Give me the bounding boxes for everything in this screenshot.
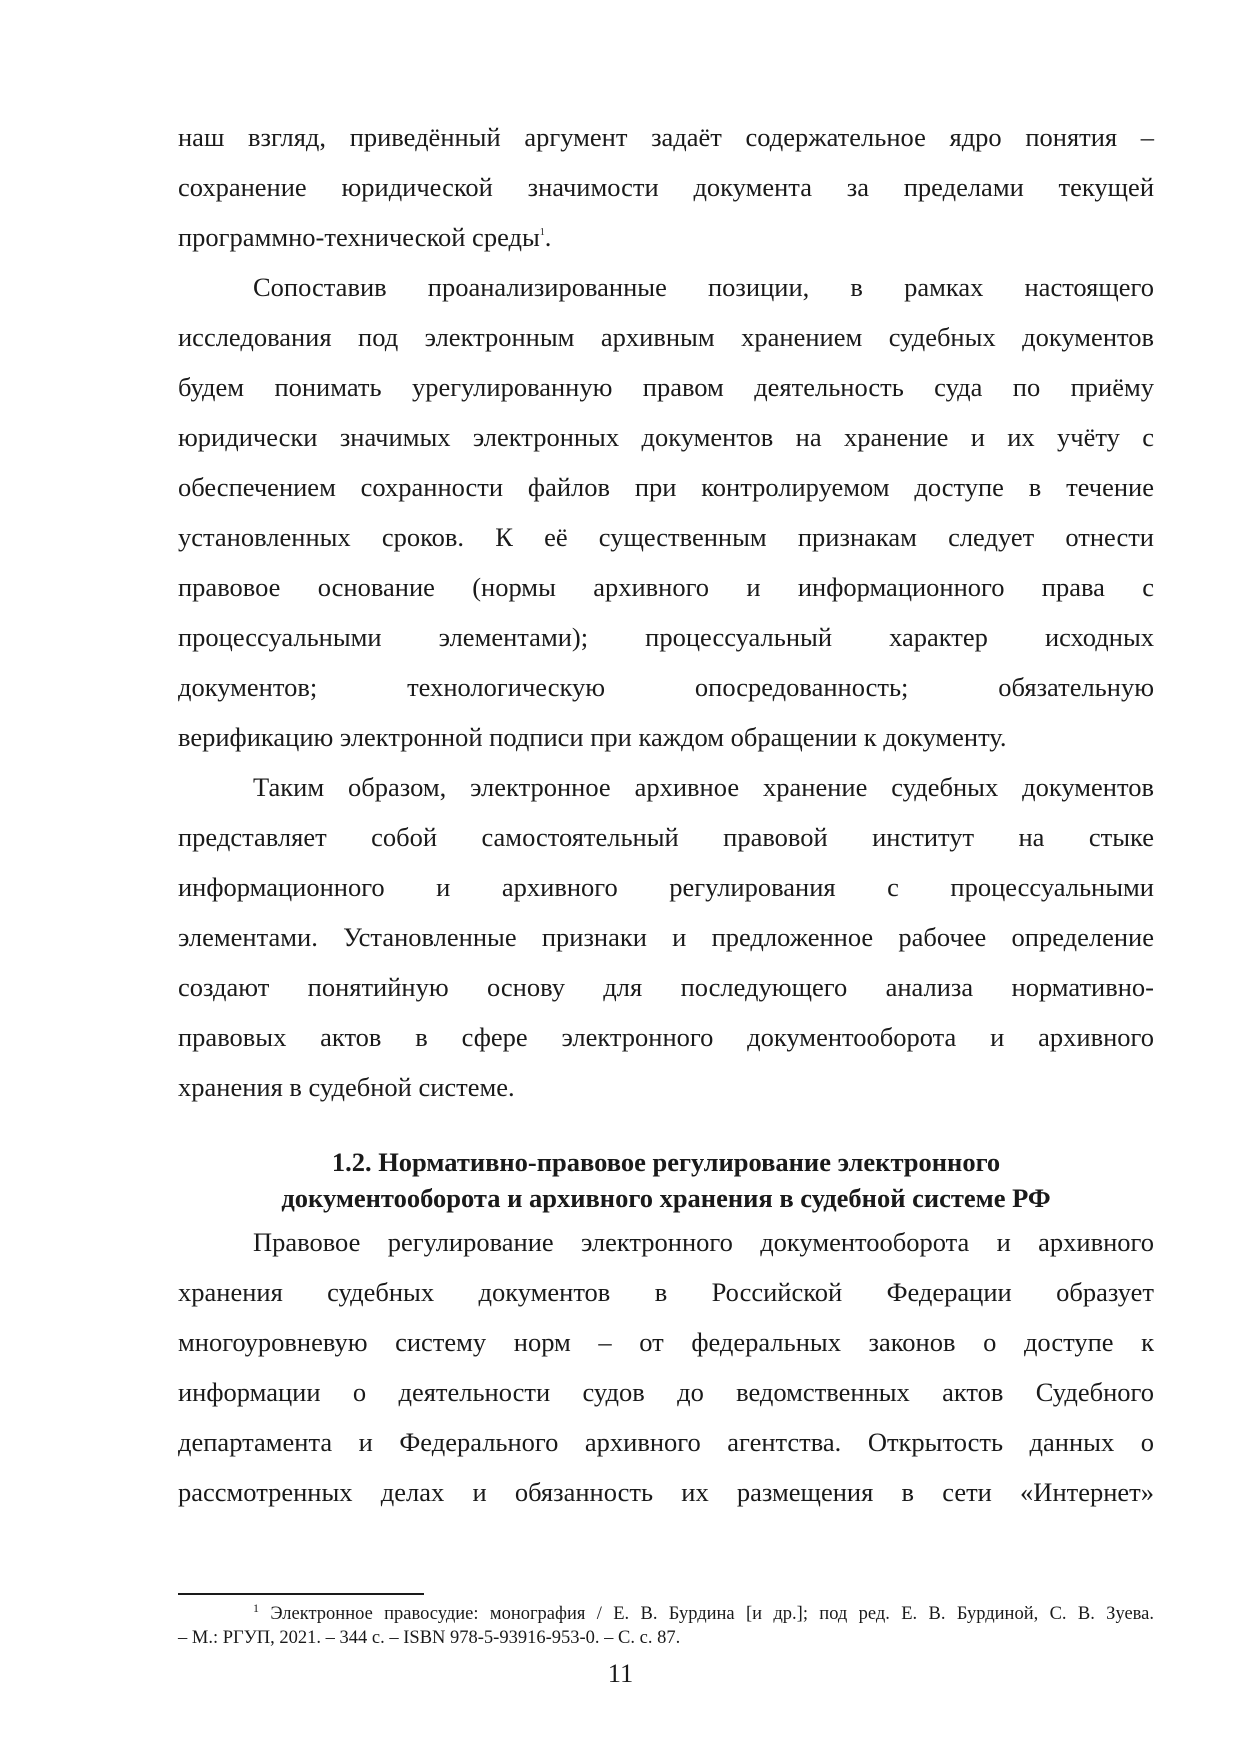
footnote-number: 1 bbox=[253, 1601, 259, 1615]
body-line: установленных сроков. К её существенным признакам следует отнести bbox=[178, 522, 1154, 552]
footnote-line bbox=[253, 1602, 1154, 1626]
section-heading: 1.2. Нормативно-правовое регулирование электронного bbox=[331, 1147, 1001, 1177]
body-line: правовое основание (нормы архивного и информационного права с bbox=[178, 572, 1154, 602]
body-line: обеспечением сохранности файлов при контролируемом доступе в течение bbox=[178, 472, 1154, 502]
body-line: документов; технологическую опосредованность; обязательную bbox=[178, 672, 1154, 702]
footnote-text: Электронное правосудие: монография / Е. В. Бурдина [и др.]; под ред. Е. В. Бурдиной, С. В. Зуева. bbox=[259, 1604, 1154, 1624]
section-line: Правовое регулирование электронного документооборота и архивного bbox=[253, 1227, 1154, 1257]
body-line-tail: . bbox=[544, 222, 552, 252]
body-line: наш взгляд, приведённый аргумент задаёт содержательное ядро понятия – bbox=[178, 122, 1154, 152]
body-line: хранения в судебной системе. bbox=[178, 1072, 515, 1102]
body-line: процессуальными элементами); процессуальный характер исходных bbox=[178, 622, 1154, 652]
body-line: юридически значимых электронных документов на хранение и их учёту с bbox=[178, 422, 1154, 452]
section-line: многоуровневую систему норм – от федеральных законов о доступе к bbox=[178, 1327, 1154, 1357]
body-line: исследования под электронным архивным хранением судебных документов bbox=[178, 322, 1154, 352]
body-line: Сопоставив проанализированные позиции, в рамках настоящего bbox=[253, 272, 1154, 302]
body-line: будем понимать урегулированную правом деятельность суда по приёму bbox=[178, 372, 1154, 402]
body-line: создают понятийную основу для последующего анализа нормативно- bbox=[178, 972, 1154, 1002]
body-line: правовых актов в сфере электронного документооборота и архивного bbox=[178, 1022, 1154, 1052]
footnote-line: – М.: РГУП, 2021. – 344 с. – ISBN 978-5-93916-953-0. – С. с. 87. bbox=[178, 1628, 681, 1648]
body-line: Таким образом, электронное архивное хранение судебных документов bbox=[253, 772, 1154, 802]
section-line: хранения судебных документов в Российской Федерации образует bbox=[178, 1277, 1154, 1307]
body-line: представляет собой самостоятельный правовой институт на стыке bbox=[178, 822, 1154, 852]
body-line-text: программно-технической среды bbox=[178, 222, 540, 252]
section-line: информации о деятельности судов до ведомственных актов Судебного bbox=[178, 1377, 1154, 1407]
footnote-separator bbox=[178, 1593, 424, 1595]
body-line: элементами. Установленные признаки и предложенное рабочее определение bbox=[178, 922, 1154, 952]
section-line: департамента и Федерального архивного агентства. Открытость данных о bbox=[178, 1427, 1154, 1457]
body-line bbox=[178, 220, 1154, 254]
section-line: рассмотренных делах и обязанность их размещения в сети «Интернет» bbox=[178, 1477, 1154, 1507]
body-line: сохранение юридической значимости документа за пределами текущей bbox=[178, 172, 1154, 202]
body-line: информационного и архивного регулирования с процессуальными bbox=[178, 872, 1154, 902]
footnote-reference[interactable]: 1 bbox=[539, 227, 545, 238]
body-line: верификацию электронной подписи при каждом обращении к документу. bbox=[178, 722, 1007, 752]
page-number: 11 bbox=[607, 1658, 634, 1688]
section-heading: документооборота и архивного хранения в судебной системе РФ bbox=[281, 1183, 1051, 1213]
